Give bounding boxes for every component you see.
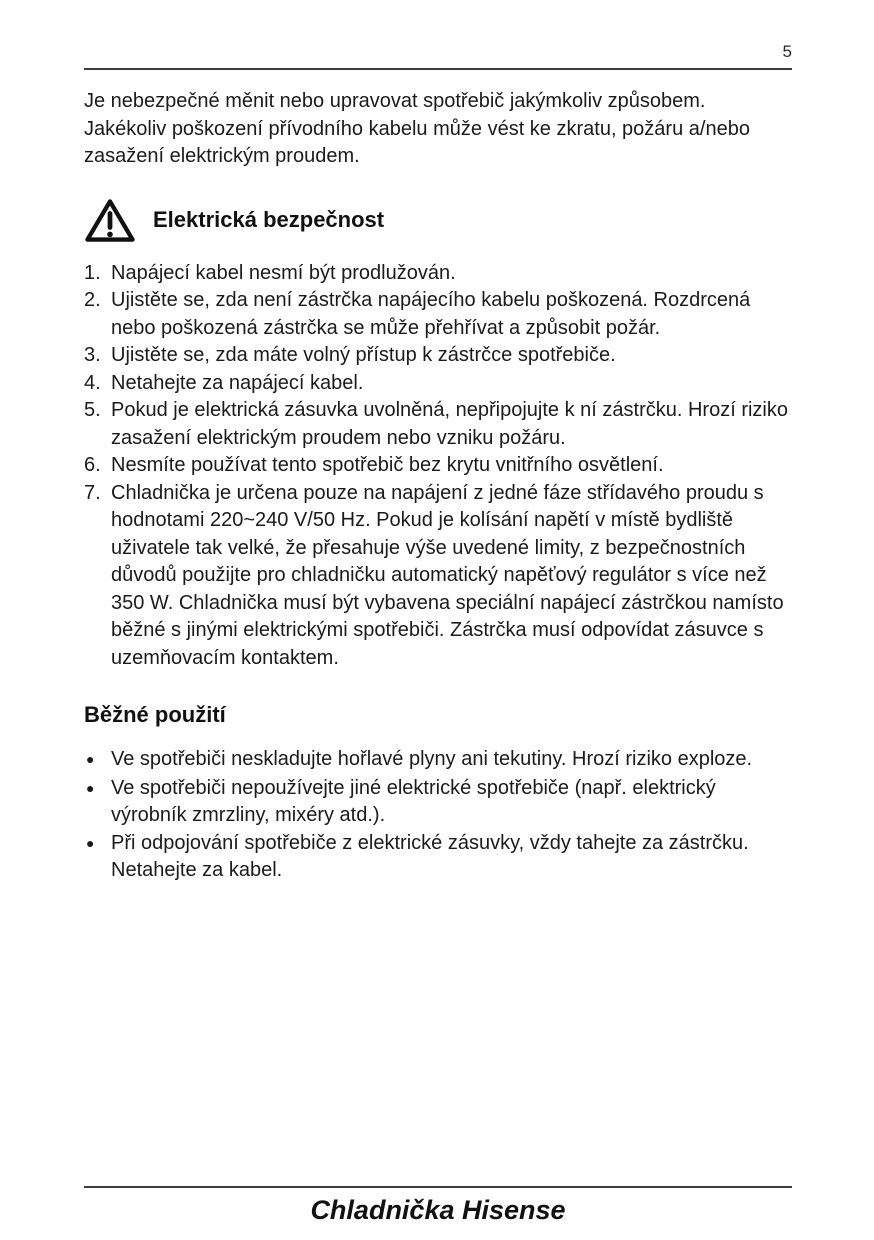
- list-item: [84, 287, 792, 342]
- list-item: [84, 830, 792, 885]
- list-item-text: Ujistěte se, zda není zástrčka napájecího kabelu poškozená. Rozdrcená nebo poškozená zástrčka se může přehřívat a způsobit požár.: [111, 289, 751, 339]
- list-marker: [84, 287, 111, 342]
- warning-triangle-icon: [84, 197, 136, 244]
- list-item: [84, 480, 792, 673]
- common-use-heading: Běžné použití: [84, 702, 226, 727]
- list-marker: [84, 397, 111, 452]
- list-item-text: Při odpojování spotřebiče z elektrické zásuvky, vždy tahejte za zástrčku. Netahejte za kabel.: [111, 831, 749, 882]
- page-footer: [84, 1186, 792, 1226]
- list-marker: [84, 480, 111, 673]
- footer-rule: [84, 1186, 792, 1188]
- list-item-text: Nesmíte používat tento spotřebič bez krytu vnitřního osvětlení.: [111, 454, 664, 476]
- list-item-text: Chladnička je určena pouze na napájení z jedné fáze střídavého proudu s hodnotami 220~240 V/50 Hz. Pokud je kolísání napětí v místě bydliště uživatele tak velké, že přesahuje výše uvedené limity, z bezpečnostních důvodů použijte pro chladničku automatický napěťový regulátor s více než 350 W. Chladnička musí být vybavena speciální napájecí zástrčkou namísto běžné s jinými elektrickými spotřebiči. Zástrčka musí odpovídat zásuvce s uzemňovacím kontaktem.: [111, 481, 784, 669]
- bullet-marker: [84, 746, 111, 775]
- footer-brand: Chladnička Hisense: [310, 1195, 566, 1225]
- list-marker: [84, 452, 111, 480]
- list-item-text: Napájecí kabel nesmí být prodlužován.: [111, 261, 456, 284]
- list-item: [84, 260, 792, 288]
- intro-paragraph-1: Je nebezpečné měnit nebo upravovat spotřebič jakýmkoliv způsobem.: [84, 90, 706, 112]
- list-marker: [84, 370, 111, 398]
- list-item: [84, 746, 792, 775]
- list-item-text: Ujistěte se, zda máte volný přístup k zástrčce spotřebiče.: [111, 344, 616, 366]
- list-marker: [84, 260, 111, 288]
- list-item: [84, 370, 792, 398]
- list-item-text: Pokud je elektrická zásuvka uvolněná, nepřipojujte k ní zástrčku. Hrozí riziko zasažení elektrickým proudem nebo vzniku požáru.: [111, 399, 788, 449]
- electrical-safety-list: [84, 260, 792, 673]
- page-header: [84, 0, 792, 70]
- electrical-safety-heading: Elektrická bezpečnost: [153, 207, 385, 232]
- intro-paragraph-2: Jakékoliv poškození přívodního kabelu může vést ke zkratu, požáru a/nebo zasažení elektrickým proudem.: [84, 117, 750, 167]
- page-number: 5: [782, 42, 792, 61]
- common-use-list: [84, 746, 792, 885]
- list-item-text: Ve spotřebiči nepoužívejte jiné elektrické spotřebiče (např. elektrický výrobník zmrzliny, mixéry atd.).: [111, 776, 716, 827]
- list-item: [84, 397, 792, 452]
- list-item-text: Ve spotřebiči neskladujte hořlavé plyny ani tekutiny. Hrozí riziko exploze.: [111, 748, 753, 771]
- header-rule: [84, 68, 792, 70]
- electrical-safety-heading-row: [84, 197, 792, 244]
- list-item: [84, 342, 792, 370]
- list-item: [84, 452, 792, 480]
- list-item-text: Netahejte za napájecí kabel.: [111, 371, 364, 394]
- bullet-marker: [84, 830, 111, 885]
- bullet-marker: [84, 775, 111, 830]
- intro-paragraphs: [84, 88, 792, 171]
- list-item: [84, 775, 792, 830]
- list-marker: [84, 342, 111, 370]
